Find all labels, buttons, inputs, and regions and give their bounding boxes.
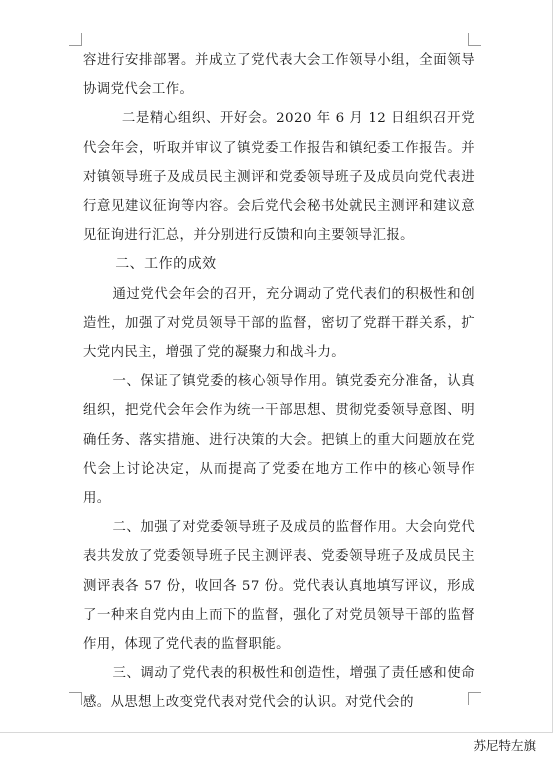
paragraph-results-summary: 通过党代会年会的召开，充分调动了党代表们的积极性和创造性，加强了对党员领导干部的监督，密切了党群干群关系，扩大党内民主，增强了党的凝聚力和战斗力。 — [83, 286, 475, 361]
crop-mark-bottom-left — [69, 692, 82, 705]
paragraph-enthusiasm: 三、调动了党代表的积极性和创造性，增强了责任感和使命感。从思想上改变党代表对党代会的认识。对党代会的 — [83, 666, 475, 711]
paragraph-core-leadership: 一、保证了镇党委的核心领导作用。镇党委充分准备，认真组织，把党代会年会作为统一干部思想、贯彻党委领导意图、明确任务、落实措施、进行决策的大会。把镇上的重大问题放在党代会上讨论决定，从而提高了党委在地方工作中的核心领导作用。 — [83, 374, 475, 507]
crop-mark-top-left — [69, 33, 82, 46]
section-heading-results: 二、工作的成效 — [115, 256, 217, 273]
crop-mark-top-right — [468, 33, 481, 46]
paragraph-organize-meeting: 二是精心组织、开好会。2020 年 6 月 12 日组织召开党代会年会，听取并审议了镇党委工作报告和镇纪委工作报告。并对镇领导班子及成员民主测评和党委领导班子及成员向党代表进行意见建议征询等内容。会后党代会秘书处就民主测评和建议意见征询进行汇总，并分别进行反馈和向主要领导汇报。 — [83, 111, 475, 244]
paragraph-supervision: 二、加强了对党委领导班子及成员的监督作用。大会向党代表共发放了党委领导班子民主测评表、党委领导班子及成员民主测评表各 57 份，收回各 57 份。党代表认真地填写评议，形成了一种来自党内由上而下的监督，强化了对党员领导干部的监督作用，体现了党代表的监督职能。 — [83, 520, 475, 653]
document-body — [83, 46, 475, 718]
source-watermark: 苏尼特左旗 — [473, 738, 536, 753]
paragraph-continued: 容进行安排部署。并成立了党代表大会工作领导小组，全面领导协调党代会工作。 — [83, 53, 475, 98]
